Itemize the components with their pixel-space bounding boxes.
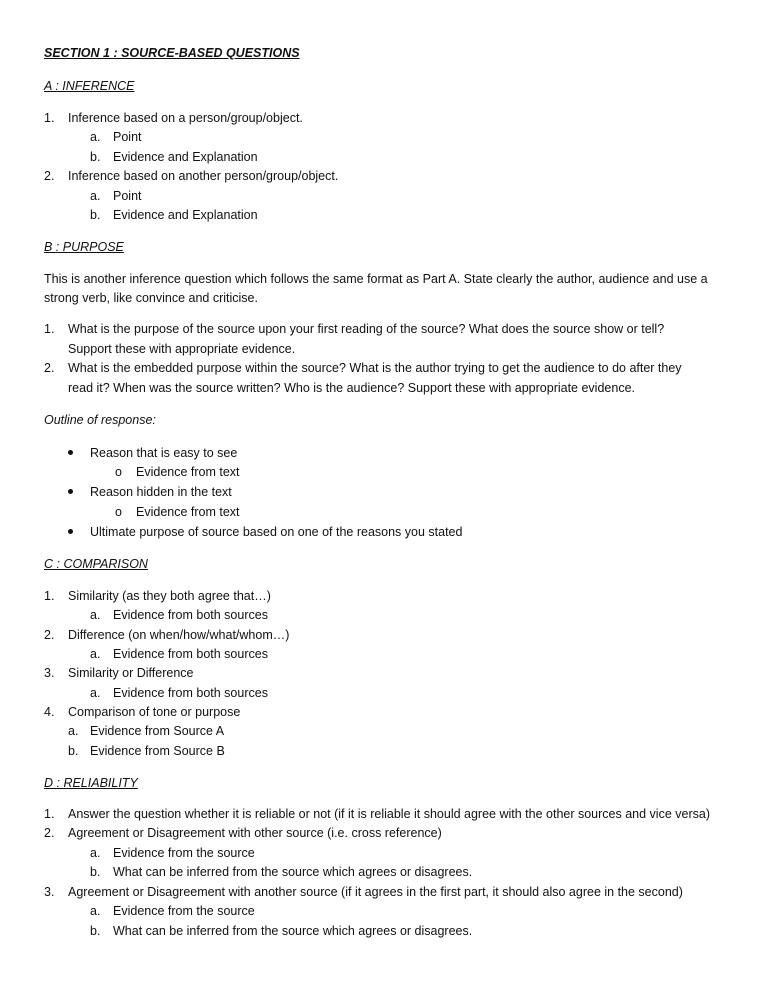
sub-item: What can be inferred from the source which agrees or disagrees.	[113, 924, 473, 938]
sub-item: Point	[113, 130, 142, 144]
list-item: Agreement or Disagreement with other source (i.e. cross reference)	[68, 826, 442, 840]
list-item: Difference (on when/how/what/whom…)	[68, 628, 290, 642]
list-number: 1.	[44, 111, 55, 125]
list-letter: a.	[90, 904, 101, 918]
list-number: 2.	[44, 826, 55, 840]
sub-item: Point	[113, 189, 142, 203]
list-letter: b.	[90, 865, 101, 879]
sub-item: What can be inferred from the source which agrees or disagrees.	[113, 865, 473, 879]
list-number: 2.	[44, 628, 55, 642]
heading-comparison: C : COMPARISON	[44, 557, 148, 571]
list-letter: a.	[90, 846, 101, 860]
bullet-icon	[68, 450, 73, 455]
list-item: Answer the question whether it is reliable or not (if it is reliable it should agree with the other sources and vice versa)	[68, 807, 710, 821]
sub-bullet-item: Evidence from text	[136, 465, 240, 479]
sub-item: Evidence and Explanation	[113, 208, 258, 222]
section-title: SECTION 1 : SOURCE-BASED QUESTIONS	[44, 46, 300, 60]
heading-inference: A : INFERENCE	[44, 79, 135, 93]
list-number: 1.	[44, 589, 55, 603]
list-letter: a.	[90, 686, 101, 700]
list-number: 1.	[44, 322, 55, 336]
sub-item: Evidence from both sources	[113, 608, 268, 622]
bullet-icon	[68, 529, 73, 534]
list-number: 2.	[44, 361, 55, 375]
list-letter: a.	[68, 724, 79, 738]
list-item: Inference based on a person/group/object.	[68, 111, 303, 125]
list-letter: a.	[90, 189, 101, 203]
heading-reliability: D : RELIABILITY	[44, 776, 138, 790]
list-item-continued: Support these with appropriate evidence.	[68, 342, 296, 356]
list-item-continued: read it? When was the source written? Who is the audience? Support these with appropriate evidence.	[68, 381, 635, 395]
list-letter: b.	[90, 208, 101, 222]
list-item: Similarity (as they both agree that…)	[68, 589, 271, 603]
list-item: What is the purpose of the source upon your first reading of the source? What does the source show or tell?	[68, 322, 665, 336]
bullet-icon	[68, 489, 73, 494]
list-number: 2.	[44, 169, 55, 183]
list-item: Inference based on another person/group/object.	[68, 169, 339, 183]
list-number: 3.	[44, 885, 55, 899]
sub-item: Evidence from the source	[113, 904, 255, 918]
list-item: Comparison of tone or purpose	[68, 705, 241, 719]
paragraph-line: strong verb, like convince and criticise.	[44, 291, 258, 305]
list-number: 3.	[44, 666, 55, 680]
list-number: 4.	[44, 705, 55, 719]
sub-bullet-item: Evidence from text	[136, 505, 240, 519]
sub-bullet-marker: o	[115, 465, 122, 479]
bullet-item: Reason hidden in the text	[90, 485, 232, 499]
sub-item: Evidence from Source B	[90, 744, 225, 758]
sub-item: Evidence from Source A	[90, 724, 225, 738]
list-item: Agreement or Disagreement with another source (if it agrees in the first part, it should also agree in the second)	[68, 885, 683, 899]
bullet-item: Ultimate purpose of source based on one of the reasons you stated	[90, 525, 463, 539]
sub-bullet-marker: o	[115, 505, 122, 519]
list-letter: a.	[90, 608, 101, 622]
outline-label: Outline of response:	[44, 413, 156, 427]
paragraph-line: This is another inference question which follows the same format as Part A. State clearly the author, audience and use a	[44, 272, 708, 286]
list-item: What is the embedded purpose within the source? What is the author trying to get the audience to do after they	[68, 361, 682, 375]
list-letter: a.	[90, 647, 101, 661]
list-letter: b.	[90, 150, 101, 164]
list-letter: b.	[90, 924, 101, 938]
list-item: Similarity or Difference	[68, 666, 194, 680]
heading-purpose: B : PURPOSE	[44, 240, 124, 254]
list-letter: a.	[90, 130, 101, 144]
sub-item: Evidence from the source	[113, 846, 255, 860]
sub-item: Evidence from both sources	[113, 686, 268, 700]
sub-item: Evidence and Explanation	[113, 150, 258, 164]
list-letter: b.	[68, 744, 79, 758]
list-number: 1.	[44, 807, 55, 821]
sub-item: Evidence from both sources	[113, 647, 268, 661]
bullet-item: Reason that is easy to see	[90, 446, 238, 460]
